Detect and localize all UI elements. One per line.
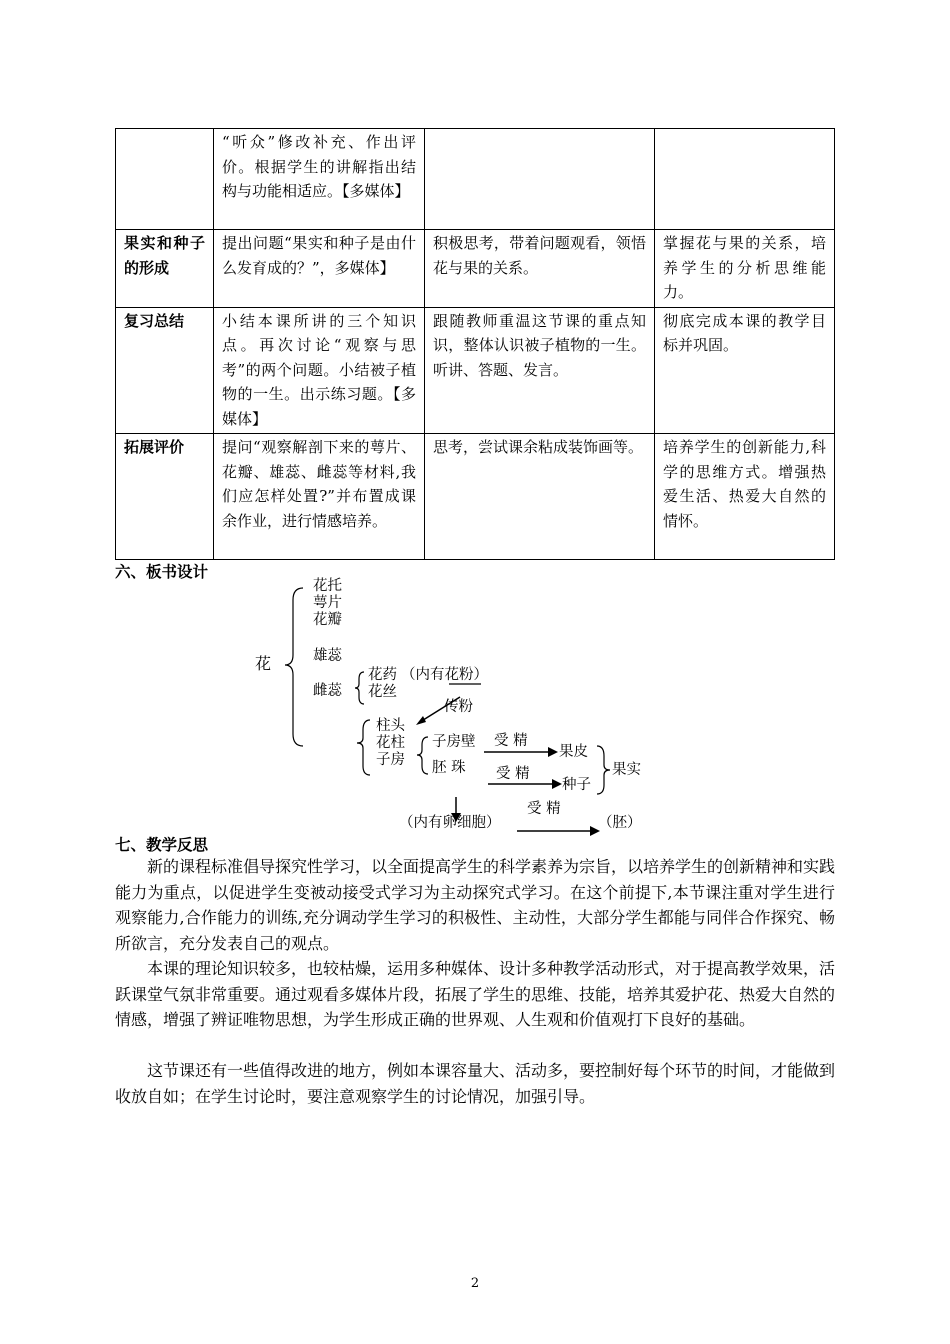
student-activity-cell: 思考，尝试课余粘成装饰画等。 [425,434,655,560]
diagram-ovary: 子房 [376,752,405,768]
diagram-pollination-label: 传粉 [444,699,473,715]
section-heading-board-design: 六、板书设计 [115,563,209,581]
diagram-ovule: 胚 珠 [432,760,466,776]
diagram-pericarp: 果皮 [559,744,588,760]
diagram-fertilization-label-3: 受 精 [527,801,561,817]
diagram-stigma: 柱头 [376,718,405,734]
stamen-brace [355,672,364,704]
diagram-seed: 种子 [562,777,591,793]
diagram-pistil: 雌蕊 [313,683,342,699]
section-heading-reflection: 七、教学反思 [115,836,209,854]
stage-cell: 果实和种子的形成 [116,230,214,308]
diagram-filament: 花丝 [368,684,397,700]
diagram-fruit: 果实 [612,762,641,778]
diagram-style: 花柱 [376,735,405,751]
fruit-brace [597,746,610,794]
diagram-anther: 花药 [368,667,397,683]
ovary-brace [417,737,428,774]
page-number: 2 [470,1276,480,1291]
teacher-activity-cell: “听众”修改补充、作出评价。根据学生的讲解指出结构与功能相适应。【多媒体】 [214,129,425,230]
pistil-brace [357,720,370,775]
teacher-activity-cell: 小结本课所讲的三个知识点。再次讨论“观察与思考”的两个问题。小结被子植物的一生。出示练习题。【多媒体】 [214,307,425,434]
diagram-root-flower: 花 [255,654,272,673]
student-activity-cell: 积极思考，带着问题观看，领悟花与果的关系。 [425,230,655,308]
main-brace [285,588,303,746]
reflection-paragraph-2: 本课的理论知识较多，也较枯燥，运用多种媒体、设计多种教学活动形式，对于提高教学效果，活跃课堂气氛非常重要。通过观看多媒体片段，拓展了学生的思维、技能，培养其爱护花、热爱大自然的情感，增强了辨证唯物思想，为学生形成正确的世界观、人生观和价值观打下良好的基础。 [115,959,836,1029]
diagram-sepal: 萼片 [313,595,342,611]
diagram-egg-note: （内有卵细胞） [399,815,501,831]
reflection-paragraph-1: 新的课程标准倡导探究性学习，以全面提高学生的科学素养为宗旨，以培养学生的创新精神和实践能力为重点，以促进学生变被动接受式学习为主动探究式学习。在这个前提下,本节课注重对学生进行观察能力,合作能力的训练,充分调动学生学习的积极性、主动性，大部分学生都能与同伴合作探究、畅所欲言，充分发表自己的观点。 [115,857,836,953]
stage-cell: 拓展评价 [116,434,214,560]
diagram-stamen: 雄蕊 [313,648,342,664]
diagram-receptacle: 花托 [313,578,342,594]
design-intent-cell: 彻底完成本课的教学目标并巩固。 [655,307,835,434]
reflection-paragraph-3: 这节课还有一些值得改进的地方，例如本课容量大、活动多，要控制好每个环节的时间，才能做到收放自如；在学生讨论时，要注意观察学生的讨论情况，加强引导。 [115,1061,836,1106]
teacher-activity-cell: 提出问题“果实和种子是由什么发育成的？”，多媒体】 [214,230,425,308]
design-intent-cell: 掌握花与果的关系，培养学生的分析思维能力。 [655,230,835,308]
diagram-fertilization-label-2: 受 精 [496,766,530,782]
diagram-fertilization-label-1: 受 精 [494,733,528,749]
diagram-embryo: （胚） [598,815,642,831]
teacher-activity-cell: 提问“观察解剖下来的萼片、花瓣、雄蕊、雌蕊等材料,我们应怎样处置?”并布置成课余作业，进行情感培养。 [214,434,425,560]
diagram-pollen-note: （内有花粉） [401,667,488,683]
diagram-petal: 花瓣 [313,612,342,628]
design-intent-cell: 培养学生的创新能力,科学的思维方式。增强热爱生活、热爱大自然的情怀。 [655,434,835,560]
diagram-ovary-wall: 子房壁 [432,734,476,750]
student-activity-cell: 跟随教师重温这节课的重点知识，整体认识被子植物的一生。听讲、答题、发言。 [425,307,655,434]
stage-cell: 复习总结 [116,307,214,434]
